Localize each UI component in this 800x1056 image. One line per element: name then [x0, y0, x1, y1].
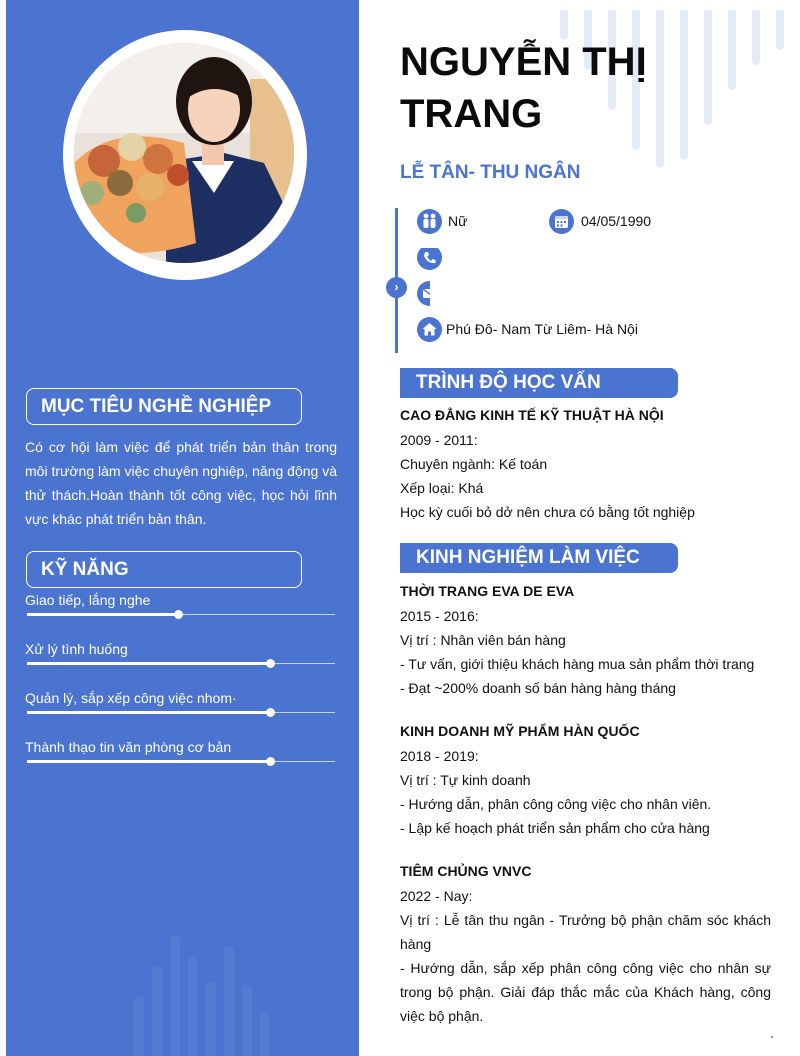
- job-duty: - Hướng dẫn, sắp xếp phân công công việc cho nhân sự trong bộ phận. Giải đáp thắc mắc của Khách hàng, công việc bộ phận.: [400, 960, 771, 1024]
- job-period: 2022 - Nay:: [400, 888, 473, 904]
- skill-level-fill: [27, 613, 178, 616]
- skill-level-fill: [27, 662, 270, 665]
- education-block: [400, 404, 771, 524]
- school-name: CAO ĐẲNG KINH TẾ KỸ THUẬT HÀ NỘI: [400, 407, 664, 423]
- phone-icon: [417, 245, 442, 271]
- skill-name: Thành thạo tin văn phòng cơ bản: [25, 739, 232, 755]
- mail-icon: [417, 281, 430, 306]
- skill-name: Giao tiếp, lắng nghe: [25, 592, 151, 608]
- skills-heading: KỸ NĂNG: [26, 551, 302, 588]
- objective-text: Có cơ hội làm việc để phát triển bản thân trong môi trường làm việc chuyên nghiệp, năng động và thử thách.Hoàn thành tốt công việc, học hỏi lĩnh vực khác phát triển bản thân.: [25, 439, 337, 527]
- page-dot: [771, 1036, 773, 1038]
- dob-value: 04/05/1990: [581, 213, 652, 229]
- job-position: Vị trí : Nhân viên bán hàng: [400, 632, 566, 648]
- skill-item: [25, 688, 337, 708]
- skill-bar: [27, 663, 335, 664]
- education-line: Học kỳ cuối bỏ dở nên chưa có bằng tốt nghiệp: [400, 504, 695, 520]
- company-name: TIÊM CHỦNG VNVC: [400, 863, 532, 879]
- education-line: Xếp loại: Khá: [400, 480, 484, 496]
- job-entry: [400, 860, 771, 1028]
- skill-name: Xử lý tình huống: [25, 641, 128, 657]
- gender-value: Nữ: [448, 213, 468, 229]
- education-line: Chuyên ngành: Kế toán: [400, 456, 548, 472]
- skill-level-fill: [27, 760, 270, 763]
- company-name: THỜI TRANG EVA DE EVA: [400, 583, 575, 599]
- skill-bar: [27, 614, 335, 615]
- job-position: Vị trí : Tự kinh doanh: [400, 772, 531, 788]
- skill-name: Quản lý, sắp xếp công việc nhom·: [25, 690, 237, 706]
- address-value: Phú Đô- Nam Từ Liêm- Hà Nội: [446, 321, 638, 337]
- job-duty: - Lập kế hoạch phát triển sản phẩm cho cửa hàng: [400, 820, 710, 836]
- skill-item: [25, 737, 337, 757]
- skill-item: [25, 590, 337, 610]
- job-period: 2015 - 2016:: [400, 608, 479, 624]
- candidate-name: NGUYỄN THỊ TRANG: [400, 40, 647, 136]
- calendar-icon: [549, 209, 574, 234]
- phone-icon-mask: [417, 245, 442, 248]
- company-name: KINH DOANH MỸ PHẨM HÀN QUỐC: [400, 723, 640, 739]
- job-duty: - Tư vấn, giới thiệu khách hàng mua sản phẩm thời trang: [400, 656, 755, 672]
- portrait-illustration: [74, 43, 294, 263]
- skill-bar: [27, 761, 335, 762]
- job-entry: [400, 720, 771, 840]
- skill-item: [25, 639, 337, 659]
- skill-level-fill: [27, 711, 270, 714]
- skill-level-handle: [174, 610, 183, 619]
- experience-heading: KINH NGHIỆM LÀM VIỆC: [400, 543, 678, 573]
- job-title: LỄ TÂN- THU NGÂN: [400, 162, 581, 183]
- education-heading: TRÌNH ĐỘ HỌC VẤN: [400, 368, 678, 398]
- job-duty: - Đạt ~200% doanh số bán hàng hàng tháng: [400, 680, 676, 696]
- chevron-right-icon[interactable]: ›: [386, 277, 407, 298]
- education-line: 2009 - 2011:: [400, 432, 478, 448]
- skill-bar: [27, 712, 335, 713]
- people-icon: [417, 209, 442, 234]
- job-duty: - Hướng dẫn, phân công công việc cho nhân viên.: [400, 796, 712, 812]
- home-icon: [417, 317, 442, 342]
- avatar: [74, 43, 294, 263]
- decorative-bars: [126, 926, 306, 1056]
- objective-heading: MỤC TIÊU NGHỀ NGHIỆP: [26, 388, 302, 425]
- job-position: Vị trí : Lễ tân thu ngân - Trưởng bộ phận chăm sóc khách hàng: [400, 912, 771, 952]
- job-entry: [400, 580, 771, 700]
- job-period: 2018 - 2019:: [400, 748, 479, 764]
